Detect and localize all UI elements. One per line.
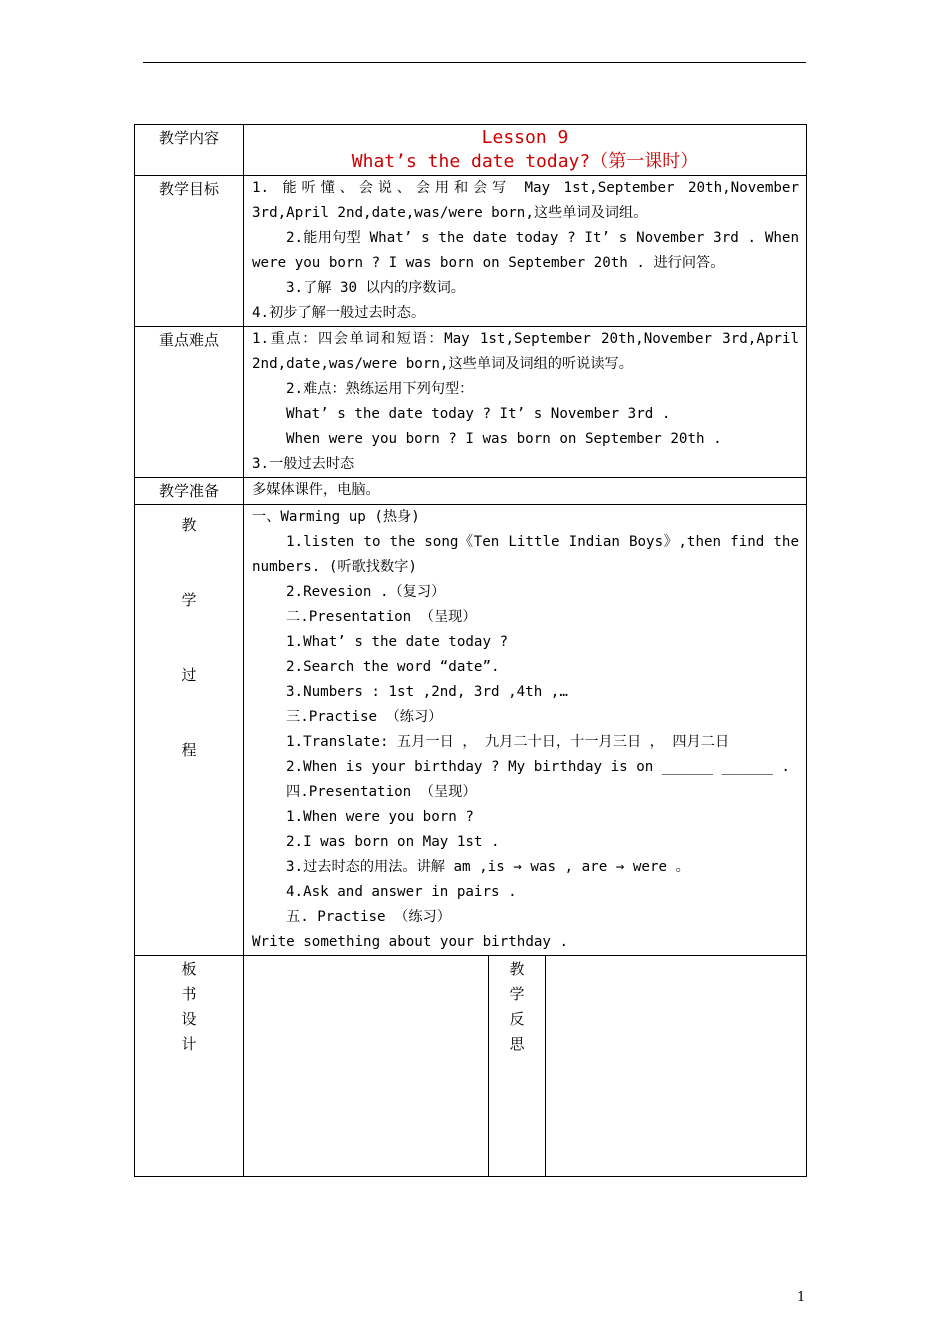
process-line: numbers. (听歌找数字) <box>252 559 417 575</box>
board-label-char: 板 <box>181 960 197 978</box>
board-label-char: 书 <box>181 985 197 1003</box>
lesson-title-line1: Lesson 9 <box>481 127 569 148</box>
process-line: 2.Revesion .（复习） <box>286 584 446 600</box>
preparation-text: 多媒体课件，电脑。 <box>252 482 380 498</box>
key-points-content <box>244 327 807 478</box>
goal-line: 4.初步了解一般过去时态。 <box>252 305 426 321</box>
process-line: 三.Practise （练习） <box>286 709 443 725</box>
process-line: 五. Practise （练习） <box>286 909 451 925</box>
reflection-label-char: 思 <box>509 1035 525 1053</box>
key-line: When were you born ? I was born on September 20th . <box>286 431 722 447</box>
row-goals <box>135 176 807 327</box>
board-design-area <box>244 956 489 1177</box>
process-line: 二.Presentation （呈现） <box>286 609 477 625</box>
reflection-label-char: 学 <box>509 985 525 1003</box>
row-board-reflection <box>135 956 807 1177</box>
goal-line: 2.能用句型 What’ s the date today ? It’ s November 3rd . When <box>286 230 800 246</box>
process-label-char: 程 <box>181 741 197 759</box>
process-line: 4.Ask and answer in pairs . <box>286 884 517 900</box>
process-line: 2.Search the word “date”. <box>286 659 500 675</box>
process-label <box>135 505 244 956</box>
process-line: 1.listen to the song《Ten Little Indian Boys》,then find the <box>286 534 800 550</box>
preparation-label: 教学准备 <box>135 478 244 505</box>
board-label-char: 设 <box>181 1010 197 1028</box>
board-design-label <box>135 956 244 1177</box>
process-label-char: 过 <box>181 666 197 684</box>
header-rule <box>143 62 806 63</box>
lesson-title-line2: What’s the date today?（第一课时） <box>351 151 699 172</box>
process-line: 2.When is your birthday ? My birthday is on ______ ______ . <box>286 759 790 775</box>
process-line: 3.Numbers : 1st ,2nd, 3rd ,4th ,… <box>286 684 568 700</box>
goals-content <box>244 176 807 327</box>
reflection-label-char: 反 <box>509 1010 525 1028</box>
process-content <box>244 505 807 956</box>
row-content <box>135 125 807 176</box>
process-line: 四.Presentation （呈现） <box>286 784 477 800</box>
process-line: Write something about your birthday . <box>252 934 569 950</box>
process-label-char: 教 <box>181 516 197 534</box>
page-number: 1 <box>797 1290 806 1305</box>
process-line: 一、Warming up (热身) <box>252 509 420 525</box>
process-label-char: 学 <box>181 591 197 609</box>
goal-line: were you born ? I was born on September 20th . 进行问答。 <box>252 255 725 271</box>
reflection-area <box>546 956 807 1177</box>
board-label-char: 计 <box>181 1035 197 1053</box>
key-line: 2.难点：熟练运用下列句型： <box>286 381 474 397</box>
goal-line: 3.了解 30 以内的序数词。 <box>286 280 465 296</box>
row-preparation <box>135 478 807 505</box>
row-key-points <box>135 327 807 478</box>
key-line: 3.一般过去时态 <box>252 456 355 472</box>
preparation-content <box>244 478 807 505</box>
lesson-plan-table <box>134 124 807 1177</box>
key-line: 1.重点：四会单词和短语：May 1st,September 20th,November 3rd,April <box>252 331 800 347</box>
row-process <box>135 505 807 956</box>
key-line: 2nd,date,was/were born,这些单词及词组的听说读写。 <box>252 356 633 372</box>
process-line: 1.Translate: 五月一日 ， 九月二十日，十一月三日 ， 四月二日 <box>286 734 730 750</box>
reflection-label <box>489 956 546 1177</box>
goals-label: 教学目标 <box>135 176 244 327</box>
goal-line: 3rd,April 2nd,date,was/were born,这些单词及词组。 <box>252 205 648 221</box>
lesson-title <box>244 125 807 176</box>
process-line: 1.When were you born ? <box>286 809 474 825</box>
key-line: What’ s the date today ? It’ s November 3rd . <box>286 406 671 422</box>
goal-line: 1. 能听懂、会说、会用和会写 May 1st,September 20th,November <box>252 180 800 196</box>
process-line: 2.I was born on May 1st . <box>286 834 500 850</box>
key-points-label: 重点难点 <box>135 327 244 478</box>
content-label: 教学内容 <box>135 125 244 176</box>
process-line: 1.What’ s the date today ? <box>286 634 509 650</box>
process-line: 3.过去时态的用法。讲解 am ,is → was , are → were 。 <box>286 859 690 875</box>
reflection-label-char: 教 <box>509 960 525 978</box>
